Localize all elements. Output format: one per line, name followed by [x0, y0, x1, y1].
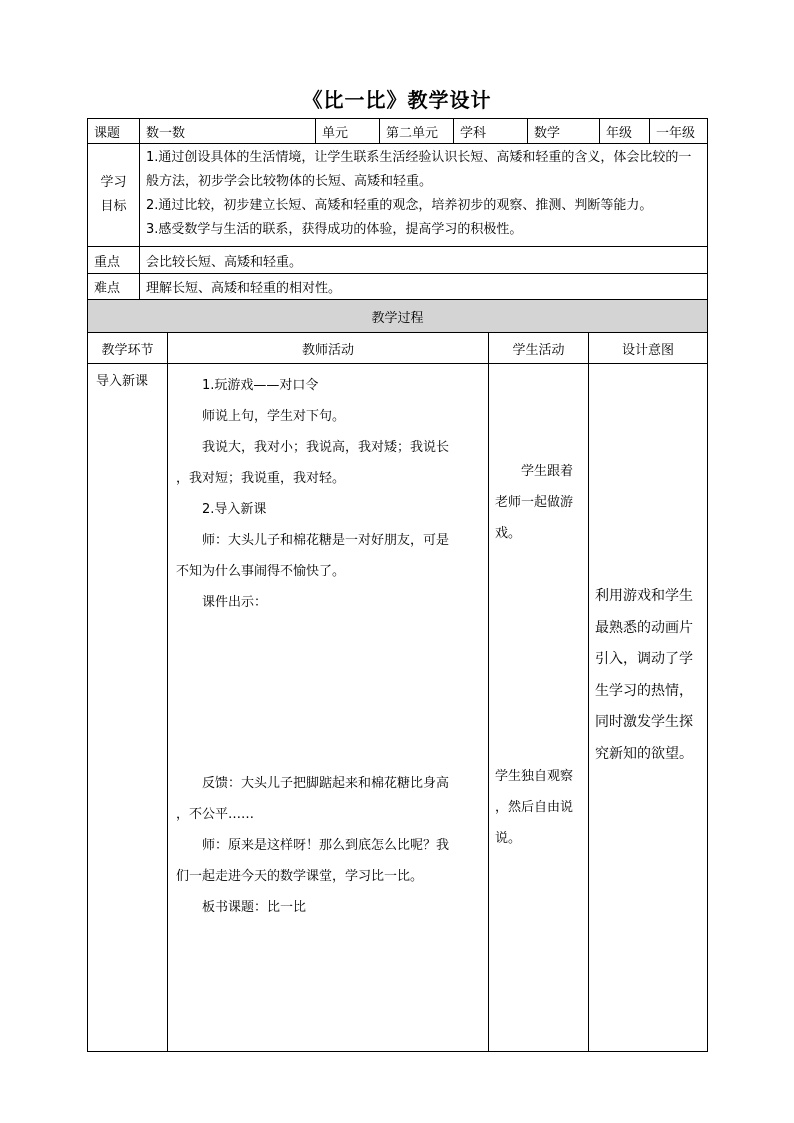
teacher-line: 我说大，我对小；我说高，我对矮；我说长: [202, 440, 450, 455]
student-line: 学生跟着: [521, 464, 574, 479]
student-line: 老师一起做游: [495, 495, 574, 510]
objectives-text: [140, 144, 708, 247]
teacher-line: 课件出示：: [202, 595, 268, 610]
teacher-line: 反馈：大头儿子把脚踮起来和棉花糖比身高: [202, 776, 450, 791]
teacher-line: 板书课题：比一比: [202, 900, 307, 915]
document-title: 《比一比》教学设计: [302, 88, 492, 112]
objective-item: 1.通过创设具体的生活情境，让学生联系生活经验认识长短、高矮和轻重的含义，体会比较的一般方法，初步学会比较物体的长短、高矮和轻重。: [146, 150, 692, 189]
teacher-line: 1.玩游戏——对口令: [202, 378, 319, 393]
design-intent-cell: [589, 364, 708, 1052]
student-line: ，然后自由说: [495, 800, 574, 815]
teacher-line: ，我对短；我说重，我对轻。: [176, 471, 346, 486]
objectives-label-line1: 学习: [100, 175, 127, 190]
info-row: [88, 119, 708, 144]
objectives-label: [88, 144, 140, 247]
grade-value: 一年级: [650, 119, 708, 144]
design-line: 利用游戏和学生: [595, 588, 693, 604]
unit-value: 第二单元: [380, 119, 454, 144]
teaching-process-table: [87, 299, 708, 1052]
lesson-value: 数一数: [140, 119, 316, 144]
process-banner: 教学过程: [88, 300, 708, 333]
grade-label: 年级: [600, 119, 650, 144]
design-line: 生学习的热情，: [595, 682, 693, 699]
teacher-line: 师：大头儿子和棉花糖是一对好朋友，可是: [202, 533, 450, 548]
key-point-label: 重点: [88, 247, 140, 274]
objective-item: 3.感受数学与生活的联系，获得成功的体验，提高学习的积极性。: [146, 222, 523, 237]
header-design-intent: 设计意图: [589, 333, 708, 364]
student-line: 戏。: [495, 526, 522, 541]
teacher-line: 不知为什么事闹得不愉快了。: [176, 564, 346, 579]
design-line: 最熟悉的动画片: [595, 619, 693, 636]
objective-item: 2.通过比较，初步建立长短、高矮和轻重的观念，培养初步的观察、推测、判断等能力。: [146, 198, 653, 213]
key-point-row: [88, 247, 708, 274]
header-student-activity: 学生活动: [489, 333, 589, 364]
teacher-line: 师：原来是这样呀！那么到底怎么比呢？我: [202, 838, 450, 853]
student-line: 学生独自观察: [495, 769, 574, 784]
subject-value: 数学: [528, 119, 600, 144]
process-banner-row: [88, 300, 708, 333]
key-point-text: 会比较长短、高矮和轻重。: [140, 247, 708, 274]
difficulty-text: 理解长短、高矮和轻重的相对性。: [140, 274, 708, 300]
teacher-line: ，不公平……: [176, 807, 255, 822]
header-stage: 教学环节: [88, 333, 168, 364]
lesson-info-table: [87, 118, 708, 300]
process-body-row: [88, 364, 708, 1052]
lesson-label: 课题: [88, 119, 140, 144]
objectives-label-line2: 目标: [100, 199, 127, 214]
design-line: 同时激发学生探: [595, 714, 693, 730]
process-header-row: [88, 333, 708, 364]
objectives-row: [88, 144, 708, 247]
teacher-line: 2.导入新课: [202, 502, 267, 517]
difficulty-label: 难点: [88, 274, 140, 300]
courseware-space: [176, 618, 484, 768]
header-teacher-activity: 教师活动: [168, 333, 489, 364]
student-line: 说。: [495, 831, 522, 846]
stage-cell: 导入新课: [88, 364, 168, 1052]
teacher-activity-cell: [168, 364, 489, 1052]
teacher-line: 师说上句，学生对下句。: [202, 409, 346, 424]
subject-label: 学科: [454, 119, 528, 144]
student-activity-cell: [489, 364, 589, 1052]
teacher-line: 们一起走进今天的数学课堂，学习比一比。: [176, 869, 424, 884]
difficulty-row: [88, 274, 708, 300]
design-line: 究新知的欲望。: [595, 745, 693, 762]
design-line: 引入，调动了学: [595, 651, 693, 667]
unit-label: 单元: [316, 119, 380, 144]
